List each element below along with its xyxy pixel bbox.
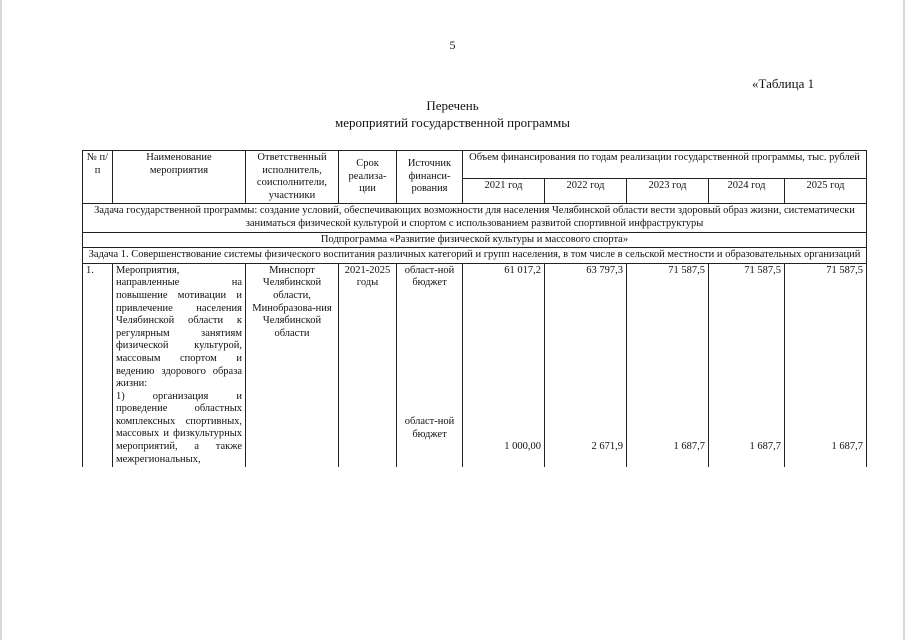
header-row	[83, 151, 867, 179]
row1-value-2023: 71 587,5	[668, 264, 705, 276]
task1-text: Задача 1. Совершенствование системы физического воспитания различных категорий и групп населения, в том числе в сельской местности и образовательных организаций	[83, 248, 867, 264]
row1-source-cell	[397, 263, 463, 467]
header-year-2025: 2025 год	[785, 179, 867, 204]
header-year-2024: 2024 год	[709, 179, 785, 204]
page-edge-left	[0, 0, 2, 640]
header-name: Наименование мероприятия	[113, 151, 246, 204]
row1-sub1-source: област-ной бюджет	[404, 415, 455, 440]
row1-sub1-value-2025: 1 687,7	[831, 441, 864, 453]
subprogram-text: Подпрограмма «Развитие физической культуры и массового спорта»	[83, 232, 867, 248]
row1-name: Мероприятия, направленные на повышение мотивации и привлечение населения Челябинской области к регулярным занятиям физической культурой, массовым спортом и ведению здорового образа жизни:	[116, 264, 242, 390]
header-funding: Объем финансирования по годам реализации государственной программы, тыс. рублей	[463, 151, 867, 179]
header-term: Срок реализа-ции	[339, 151, 397, 204]
row1-source: област-ной бюджет	[404, 264, 455, 289]
page-number: 5	[449, 38, 456, 52]
row1-sub1-name: 1) организация и проведение областных комплексных спортивных, массовых и физкультурных мероприятий, а также межрегиональных,	[116, 390, 242, 465]
task-state-text: Задача государственной программы: создание условий, обеспечивающих возможности для населения Челябинской области вести здоровый образ жизни, систематически заниматься физической культурой и спортом с использованием развитой спортивной инфраструктуры	[83, 204, 867, 232]
row1-value-2025: 71 587,5	[826, 264, 864, 276]
row1-executor: Минспорт Челябинской области, Минобразова-ния Челябинской области	[246, 263, 339, 467]
task1-row	[83, 248, 867, 264]
header-executor: Ответственный исполнитель, соисполнители, участники	[246, 151, 339, 204]
header-num: № п/п	[83, 151, 113, 204]
header-year-2023: 2023 год	[627, 179, 709, 204]
document-title: Перечень	[426, 98, 479, 113]
row1-value-2022: 63 797,3	[586, 264, 623, 276]
table-marker: «Таблица 1	[752, 76, 815, 91]
row1-2025-cell	[785, 263, 867, 467]
row1-sub1-value-2022: 2 671,9	[591, 441, 623, 453]
table-row	[83, 263, 867, 467]
task-state-row	[83, 204, 867, 232]
document-subtitle: мероприятий государственной программы	[335, 115, 570, 130]
row1-2024-cell	[709, 263, 785, 467]
row1-num: 1.	[83, 263, 113, 467]
header-source: Источник финанси-рования	[397, 151, 463, 204]
header-year-2022: 2022 год	[545, 179, 627, 204]
row1-name-cell	[113, 263, 246, 467]
row1-2022-cell	[545, 263, 627, 467]
measures-table	[82, 150, 867, 467]
row1-term: 2021-2025 годы	[339, 263, 397, 467]
row1-value-2021: 61 017,2	[504, 264, 541, 276]
row1-sub1-value-2023: 1 687,7	[673, 441, 705, 453]
row1-sub1-value-2024: 1 687,7	[749, 441, 781, 453]
subprogram-row	[83, 232, 867, 248]
row1-sub1-value-2021: 1 000,00	[504, 441, 541, 453]
header-year-2021: 2021 год	[463, 179, 545, 204]
row1-value-2024: 71 587,5	[744, 264, 781, 276]
row1-2023-cell	[627, 263, 709, 467]
row1-2021-cell	[463, 263, 545, 467]
